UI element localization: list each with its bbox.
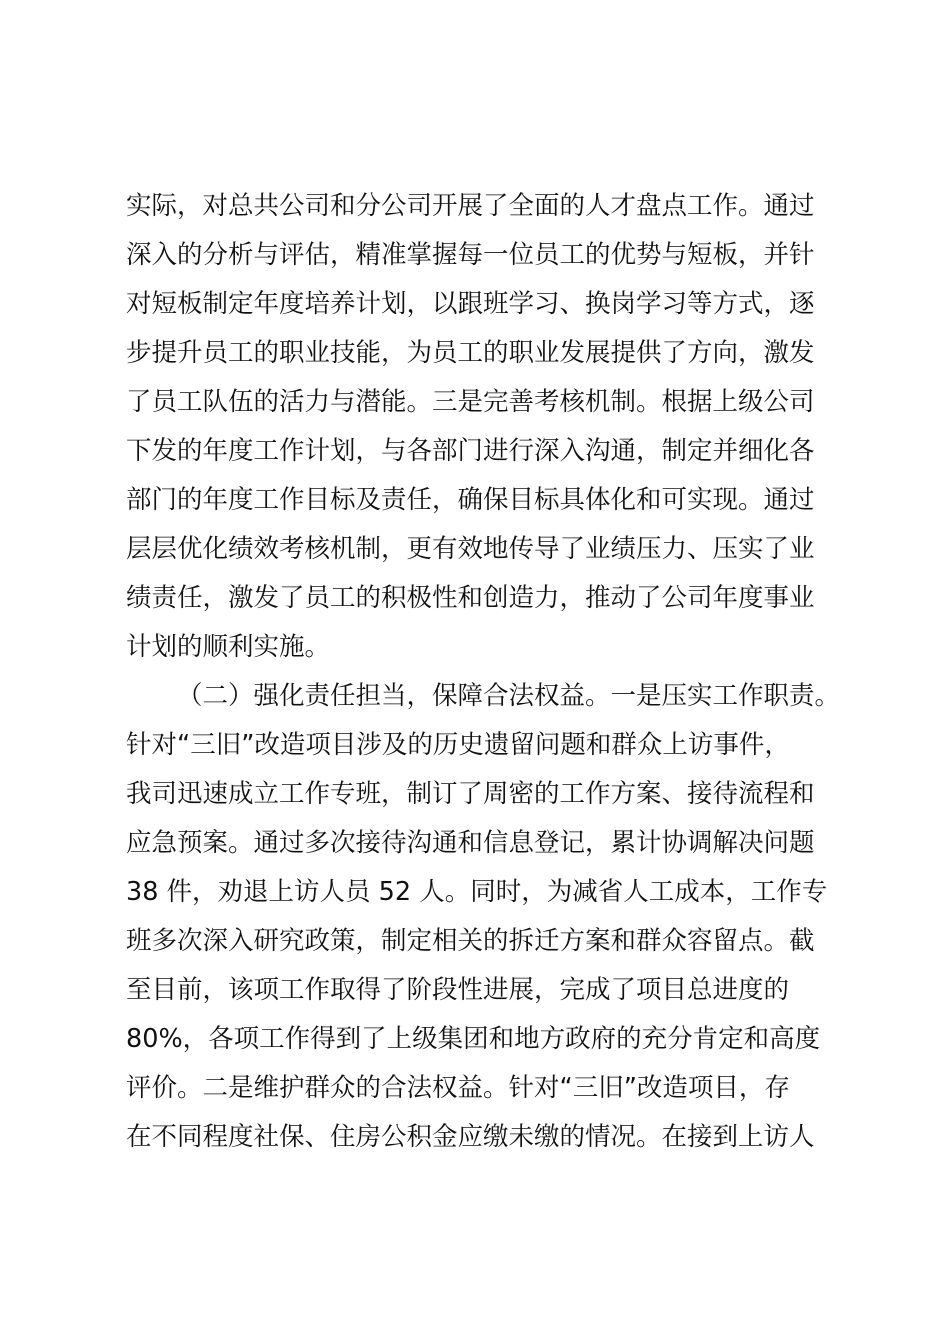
body-text bbox=[126, 182, 841, 1162]
text-line: 下发的年度工作计划，与各部门进行深入沟通，制定并细化各 bbox=[126, 436, 815, 466]
text-line: 至目前，该项工作取得了阶段性进展，完成了项目总进度的 bbox=[126, 975, 790, 1005]
text-line: 在不同程度社保、住房公积金应缴未缴的情况。在接到上访人 bbox=[126, 1122, 815, 1152]
text-line: 38 件，劝退上访人员 52 人。同时，为减省人工成本，工作专 bbox=[126, 877, 828, 907]
text-line: 应急预案。通过多次接待沟通和信息登记，累计协调解决问题 bbox=[126, 828, 815, 858]
text-line: 绩责任，激发了员工的积极性和创造力，推动了公司年度事业 bbox=[126, 583, 815, 613]
text-line: 评价。二是维护群众的合法权益。针对“三旧”改造项目，存 bbox=[126, 1073, 790, 1103]
text-line: 了员工队伍的活力与潜能。三是完善考核机制。根据上级公司 bbox=[126, 387, 815, 417]
text-line: 步提升员工的职业技能，为员工的职业发展提供了方向，激发 bbox=[126, 338, 815, 368]
section-heading-line: （二）强化责任担当，保障合法权益。一是压实工作职责。 bbox=[177, 681, 841, 711]
text-line: 80%，各项工作得到了上级集团和地方政府的充分肯定和高度 bbox=[126, 1024, 821, 1054]
text-line: 针对“三旧”改造项目涉及的历史遗留问题和群众上访事件， bbox=[126, 730, 790, 760]
text-line: 计划的顺利实施。 bbox=[126, 632, 331, 662]
text-line: 部门的年度工作目标及责任，确保目标具体化和可实现。通过 bbox=[126, 485, 815, 515]
text-line: 深入的分析与评估，精准掌握每一位员工的优势与短板，并针 bbox=[126, 240, 815, 270]
text-line: 对短板制定年度培养计划，以跟班学习、换岗学习等方式，逐 bbox=[126, 289, 815, 319]
text-line: 我司迅速成立工作专班，制订了周密的工作方案、接待流程和 bbox=[126, 779, 815, 809]
text-line: 层层优化绩效考核机制，更有效地传导了业绩压力、压实了业 bbox=[126, 534, 815, 564]
text-line: 班多次深入研究政策，制定相关的拆迁方案和群众容留点。截 bbox=[126, 926, 815, 956]
text-line: 实际，对总共公司和分公司开展了全面的人才盘点工作。通过 bbox=[126, 191, 815, 221]
